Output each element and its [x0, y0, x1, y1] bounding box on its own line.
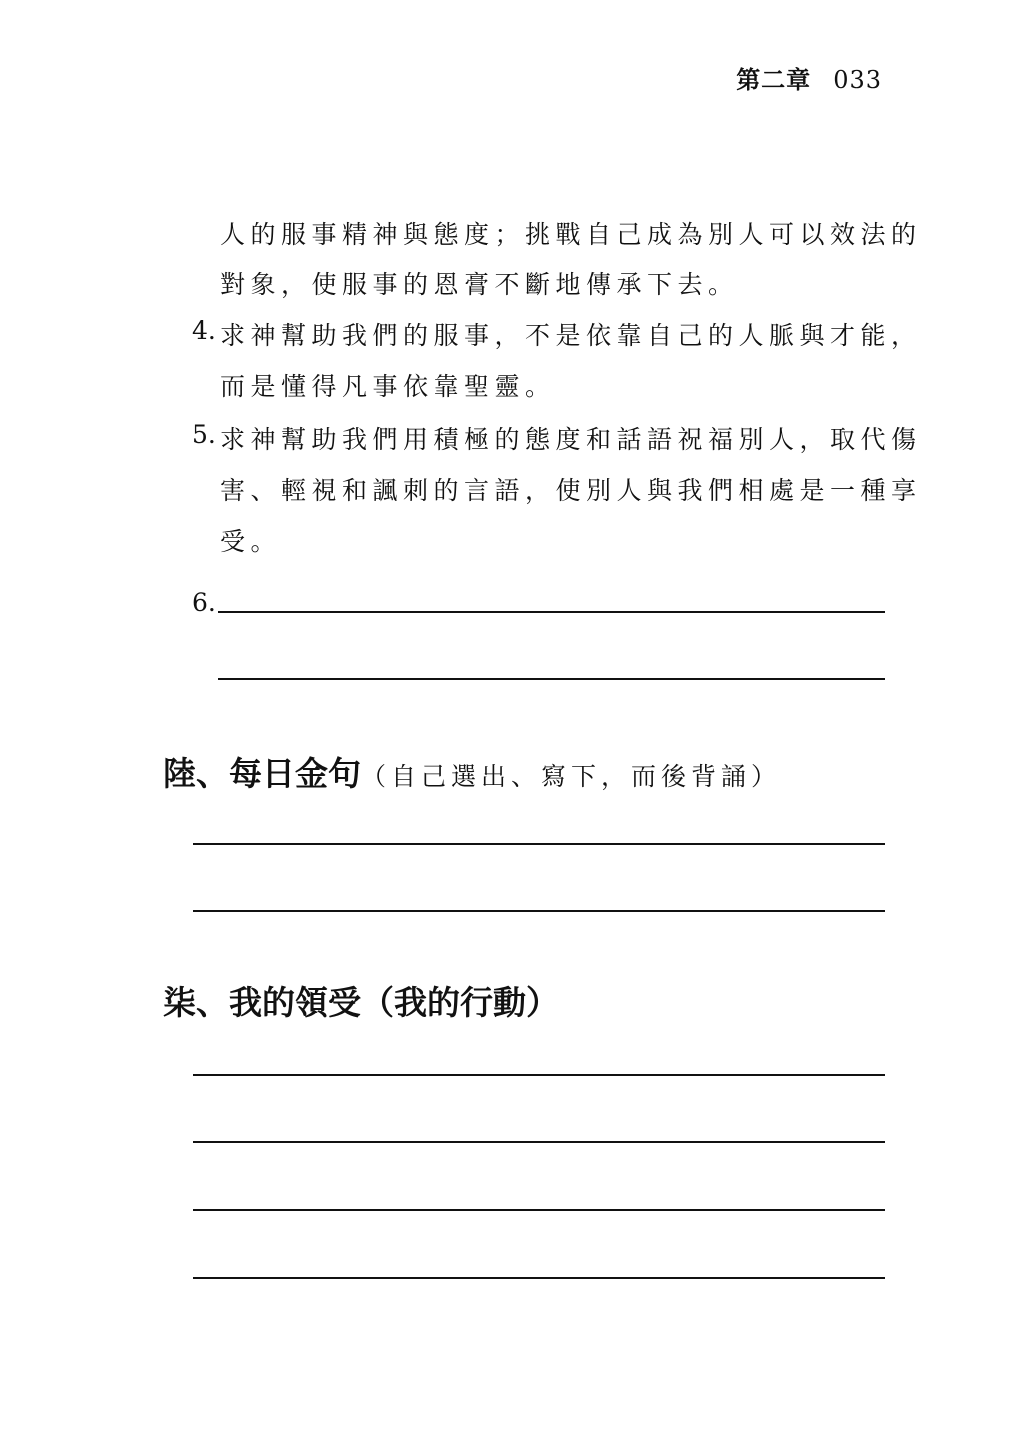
writing-line[interactable]: [193, 1209, 885, 1211]
writing-line[interactable]: [193, 1074, 885, 1076]
paragraph-line: 對象，使服事的恩膏不斷地傳承下去。: [220, 270, 739, 299]
item-number: 6.: [192, 588, 216, 617]
item-line: 而是懂得凡事依靠聖靈。: [220, 372, 556, 401]
section-title-my-reception: [163, 977, 559, 1024]
writing-line[interactable]: [218, 678, 885, 680]
item-line: 害、輕視和諷刺的言語，使別人與我們相處是一種享: [220, 476, 922, 505]
writing-line[interactable]: [218, 611, 885, 613]
page-number: 033: [833, 66, 882, 94]
writing-line[interactable]: [193, 910, 885, 912]
item-line: 受。: [220, 527, 282, 556]
paragraph-line: 人的服事精神與態度；挑戰自己成為別人可以效法的: [220, 220, 922, 249]
page-header: [736, 60, 882, 95]
item-line: 求神幫助我們用積極的態度和話語祝福別人，取代傷: [220, 425, 922, 454]
section-subtitle: （自己選出、寫下，而後背誦）: [361, 762, 782, 791]
writing-line[interactable]: [193, 1277, 885, 1279]
section-title-text: 陸、每日金句: [163, 754, 361, 793]
item-line: 求神幫助我們的服事，不是依靠自己的人脈與才能，: [220, 321, 922, 350]
section-title-text: 柒、我的領受（我的行動）: [163, 983, 559, 1022]
writing-line[interactable]: [193, 1141, 885, 1143]
writing-line[interactable]: [193, 843, 885, 845]
item-number: 5.: [192, 420, 216, 449]
item-number: 4.: [192, 316, 216, 345]
section-title-daily-verse: [163, 748, 781, 795]
chapter-label: 第二章: [736, 65, 812, 94]
